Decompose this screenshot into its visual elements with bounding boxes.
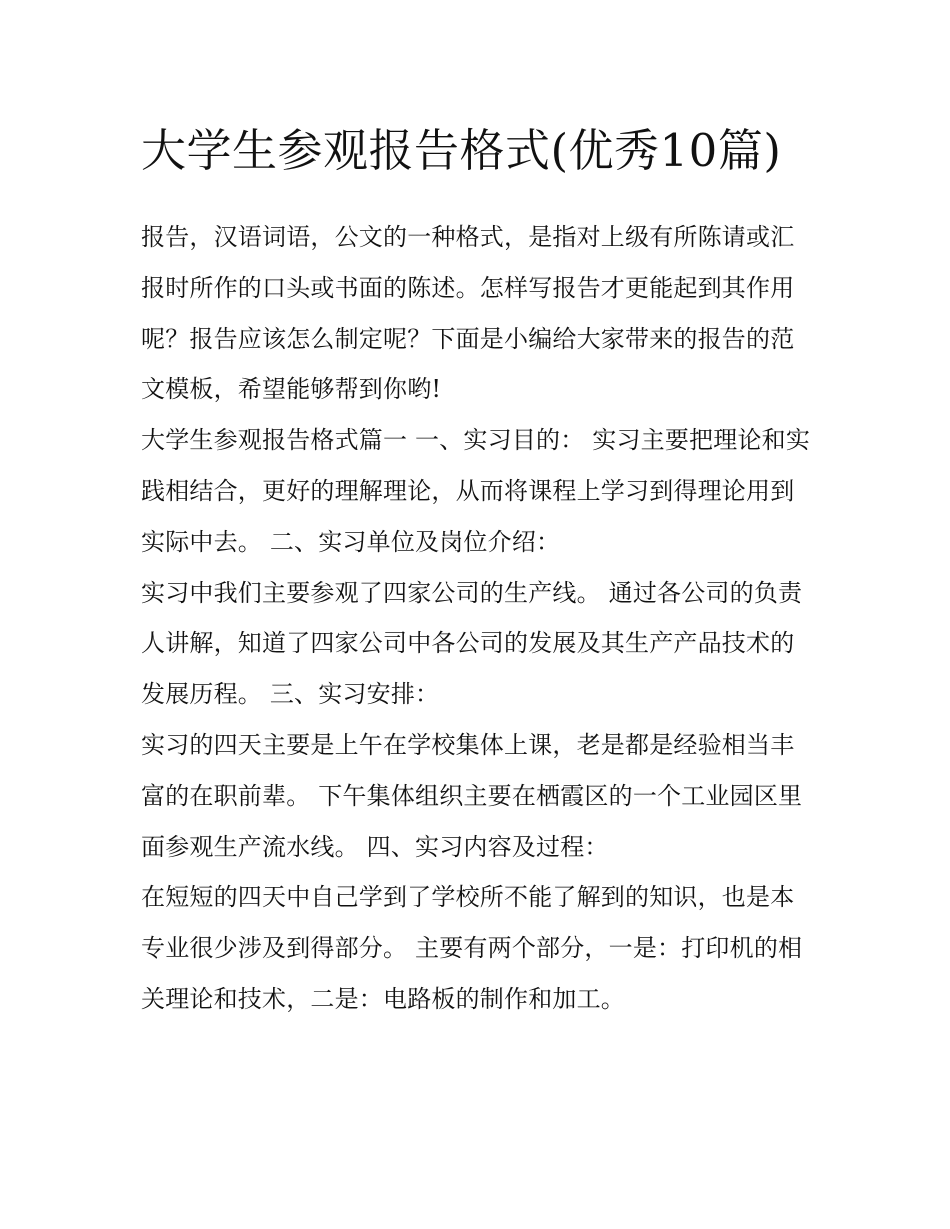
paragraph-content: 在短短的四天中自己学到了学校所不能了解到的知识，也是本专业很少涉及到得部分。 主要有两个部分，一是：打印机的相关理论和技术，二是：电路板的制作和加工。: [141, 883, 803, 1013]
document-body: [141, 212, 813, 1025]
document-page: [141, 112, 813, 1025]
paragraph-schedule: 实习的四天主要是上午在学校集体上课，老是都是经验相当丰富的在职前辈。 下午集体组织主要在栖霞区的一个工业园区里面参观生产流水线。 四、实习内容及过程：: [141, 730, 803, 861]
paragraph-unit: 实习中我们主要参观了四家公司的生产线。 通过各公司的负责人讲解，知道了四家公司中各公司的发展及其生产产品技术的发展历程。 三、实习安排：: [141, 578, 803, 709]
document-title: 大学生参观报告格式(优秀10篇): [141, 124, 782, 177]
paragraph-intro: 报告，汉语词语，公文的一种格式，是指对上级有所陈请或汇报时所作的口头或书面的陈述。怎样写报告才更能起到其作用呢？报告应该怎么制定呢？下面是小编给大家带来的报告的范文模板，希望能够帮到你哟!: [141, 223, 795, 404]
paragraph-purpose: 大学生参观报告格式篇一 一、实习目的： 实习主要把理论和实践相结合，更好的理解理论，从而将课程上学习到得理论用到实际中去。 二、实习单位及岗位介绍：: [141, 426, 811, 556]
